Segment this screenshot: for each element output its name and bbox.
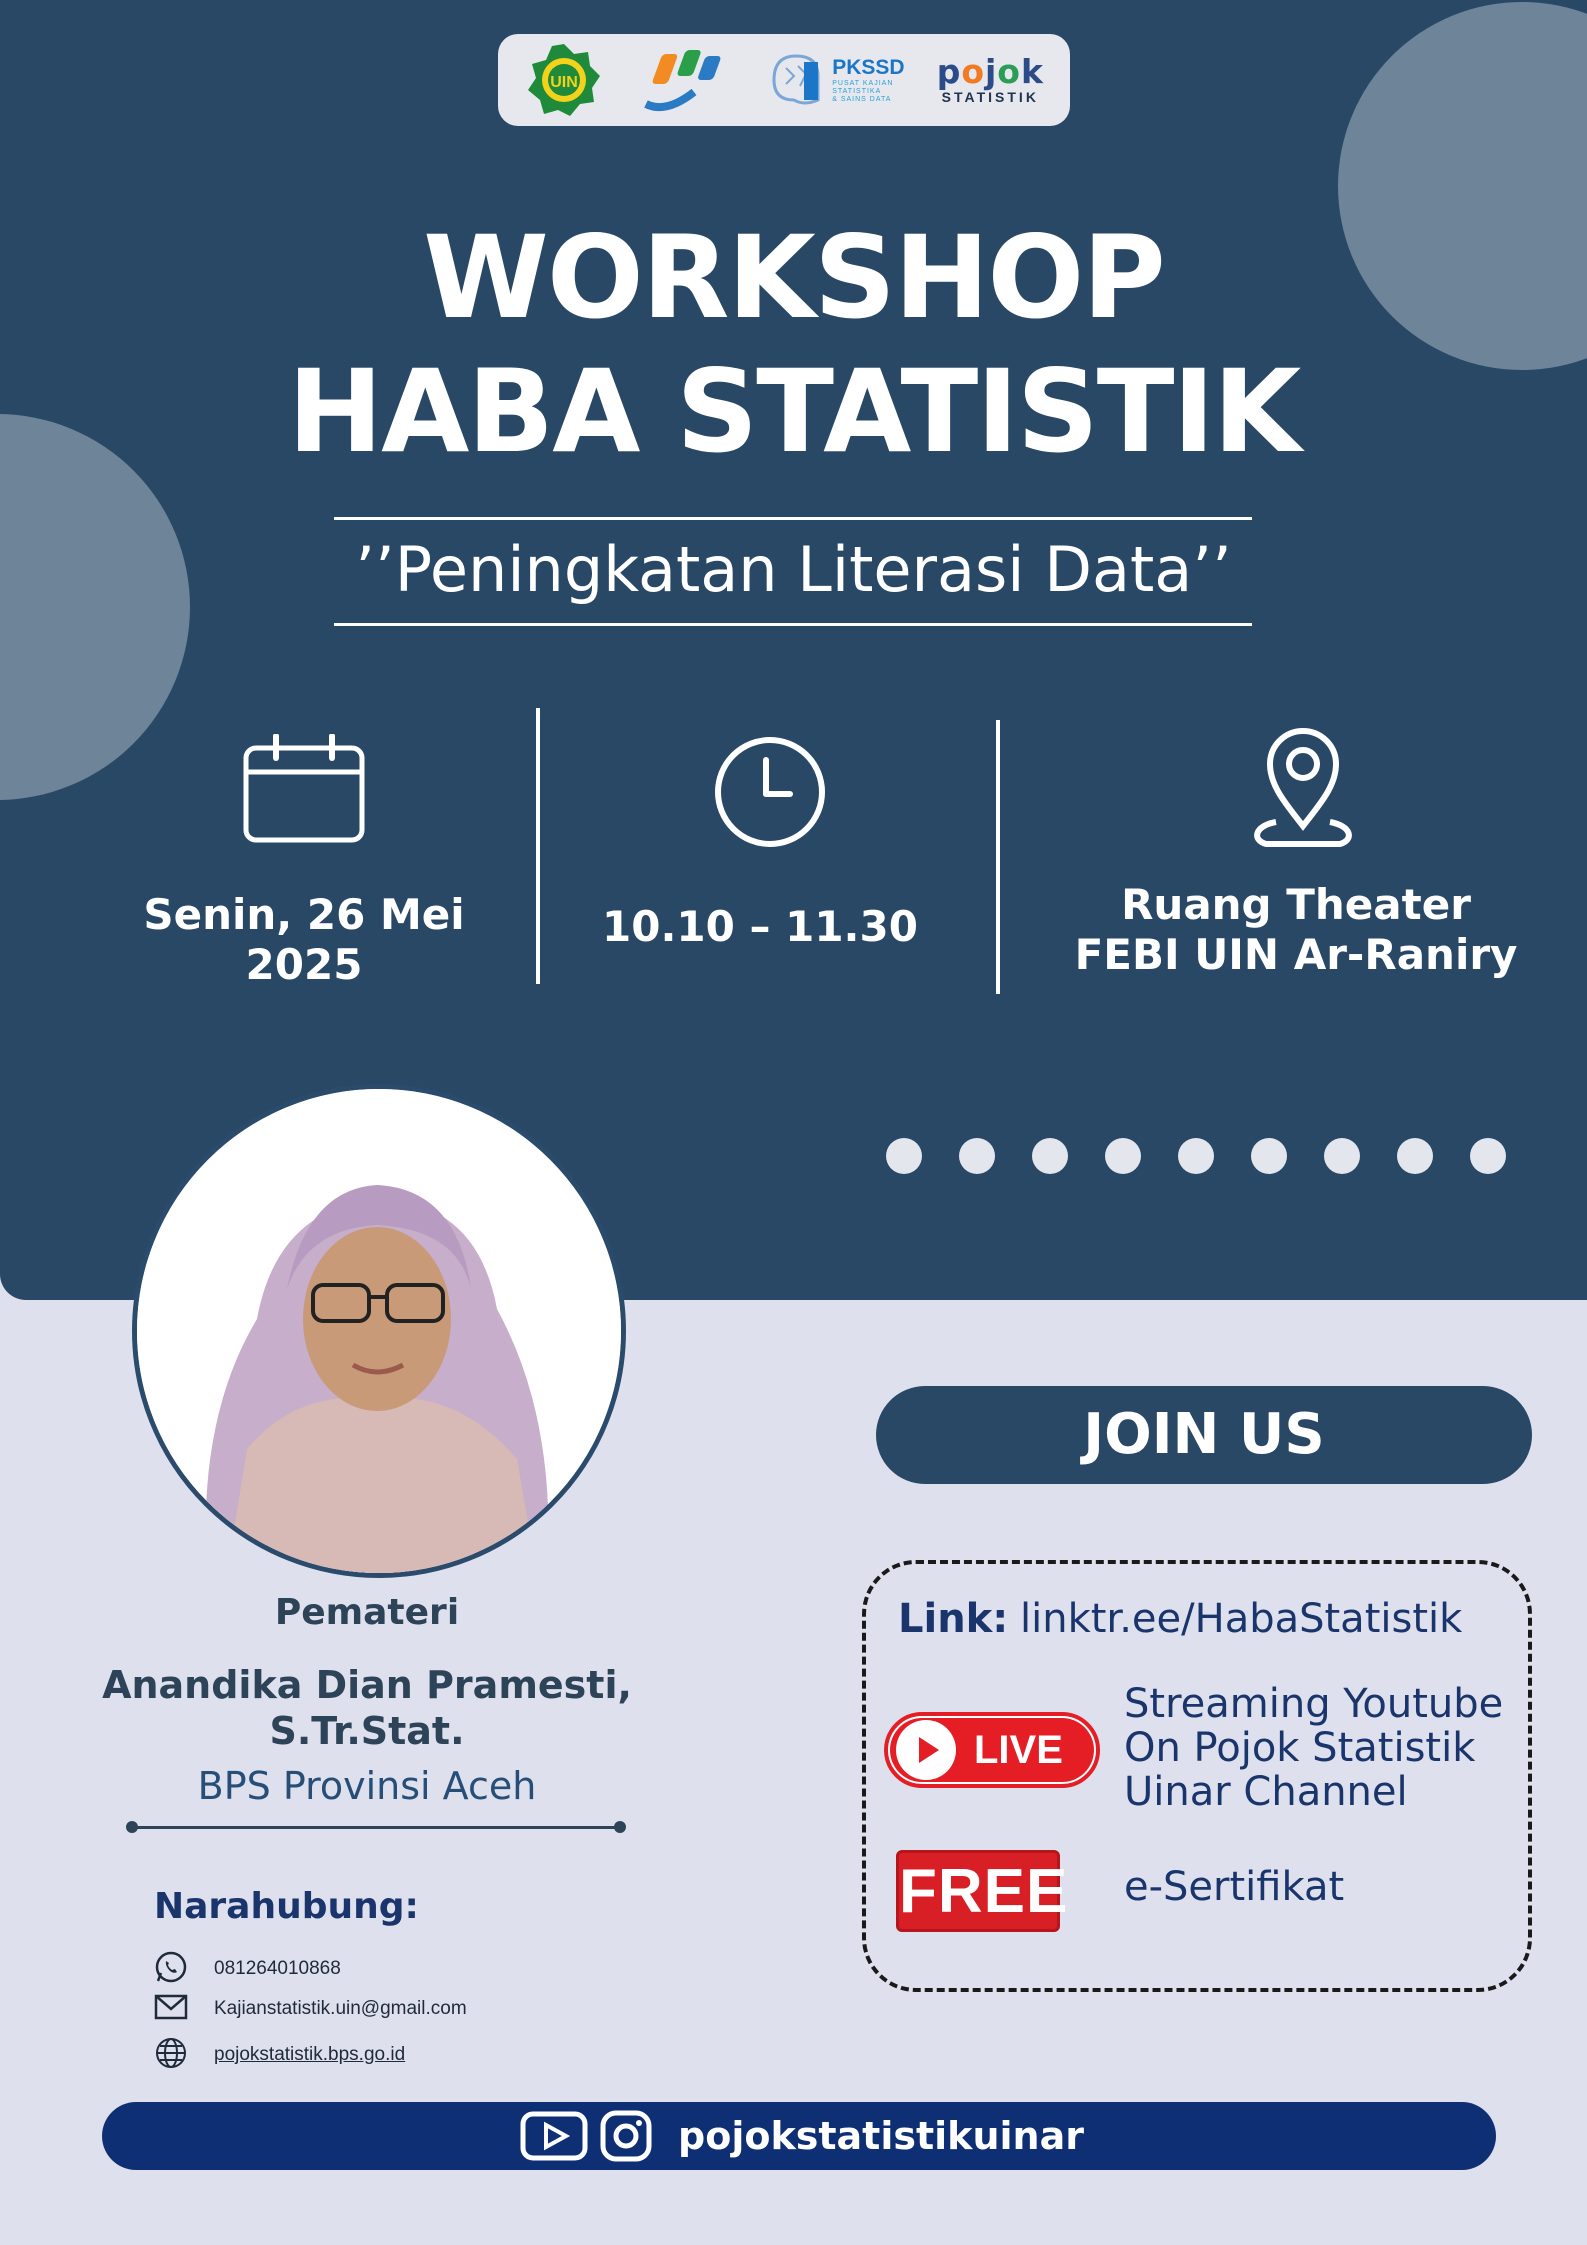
streaming-line-3: Uinar Channel [1124, 1769, 1408, 1815]
contact-phone[interactable]: 081264010868 [214, 1958, 341, 1979]
decorative-dot [1178, 1138, 1214, 1174]
event-place [1040, 880, 1552, 980]
decorative-dot [1105, 1138, 1141, 1174]
speaker-name-line-2: S.Tr.Stat. [269, 1709, 465, 1753]
pkssd-title: PKSSD [832, 56, 905, 79]
youtube-icon[interactable] [520, 2111, 588, 2161]
pkssd-subtitle-3: & SAINS DATA [832, 96, 892, 103]
speaker-name-line-1: Anandika Dian Pramesti, [102, 1663, 632, 1707]
decorative-dot [1397, 1138, 1433, 1174]
decorative-dot [1324, 1138, 1360, 1174]
divider-end-dot [614, 1821, 626, 1833]
location-pin-icon [1246, 718, 1360, 858]
pojok-word: pojok [936, 52, 1044, 91]
mail-icon [154, 1994, 188, 2024]
subtitle-bottom-rule [334, 623, 1252, 626]
whatsapp-icon [154, 1950, 188, 1988]
uin-logo [524, 40, 604, 120]
event-date-line-2: 2025 [245, 940, 363, 989]
calendar-icon [242, 734, 368, 850]
divider-1 [536, 708, 540, 984]
title-line-1: WORKSHOP [423, 211, 1164, 344]
decorative-dot [1032, 1138, 1068, 1174]
subtitle: ’’Peningkatan Literasi Data’’ [355, 533, 1232, 606]
event-date-line-1: Senin, 26 Mei [143, 890, 465, 939]
speaker-organization: BPS Provinsi Aceh [197, 1764, 537, 1808]
bps-logo [636, 44, 732, 116]
divider-2 [996, 720, 1000, 994]
play-icon [896, 1720, 956, 1780]
contact-website-row [154, 2036, 405, 2074]
streaming-line-2: On Pojok Statistik [1124, 1725, 1476, 1771]
svg-text:UIN: UIN [550, 74, 578, 91]
contact-website[interactable]: pojokstatistik.bps.go.id [214, 2044, 406, 2065]
pkssd-logo [764, 48, 904, 112]
social-handle[interactable]: pojokstatistikuinar [678, 2114, 1084, 2158]
live-label: LIVE [974, 1727, 1063, 1772]
pkssd-subtitle-1: PUSAT KAJIAN [832, 80, 894, 87]
event-place-line-1: Ruang Theater [1121, 880, 1471, 929]
event-time: 10.10 – 11.30 [602, 902, 918, 951]
speaker-label: Pemateri [274, 1592, 460, 1633]
speaker-name [0, 1662, 734, 1754]
pojok-statistik-logo [936, 52, 1044, 105]
streaming-info [1124, 1682, 1503, 1814]
contact-email-row [154, 1994, 467, 2024]
subtitle-top-rule [334, 517, 1252, 520]
free-badge: FREE [896, 1850, 1060, 1932]
instagram-icon[interactable] [600, 2110, 652, 2162]
decorative-dot [1470, 1138, 1506, 1174]
contact-email[interactable]: Kajianstatistik.uin@gmail.com [214, 1998, 467, 2019]
pojok-sub: STATISTIK [941, 89, 1039, 105]
social-footer-bar [102, 2102, 1496, 2170]
event-date [104, 890, 504, 990]
decorative-dot [1251, 1138, 1287, 1174]
partner-logo-bar [498, 34, 1070, 126]
title-line-2: HABA STATISTIK [287, 345, 1300, 478]
link-label: Link: [898, 1596, 1009, 1642]
decorative-dot [886, 1138, 922, 1174]
contact-title: Narahubung: [154, 1886, 419, 1927]
certificate-info: e-Sertifikat [1124, 1864, 1345, 1910]
live-badge [884, 1712, 1100, 1788]
divider-end-dot [126, 1821, 138, 1833]
clock-icon [710, 732, 830, 856]
speaker-photo [132, 1084, 626, 1578]
streaming-line-1: Streaming Youtube [1124, 1681, 1504, 1727]
decorative-dot [959, 1138, 995, 1174]
globe-icon [154, 2036, 188, 2074]
join-us-banner: JOIN US [876, 1386, 1532, 1484]
contact-phone-row [154, 1950, 341, 1988]
speaker-divider [132, 1826, 620, 1829]
registration-link[interactable]: linktr.ee/HabaStatistik [1020, 1596, 1463, 1642]
event-place-line-2: FEBI UIN Ar-Raniry [1074, 930, 1518, 979]
pkssd-subtitle-2: STATISTIKA [832, 88, 882, 95]
